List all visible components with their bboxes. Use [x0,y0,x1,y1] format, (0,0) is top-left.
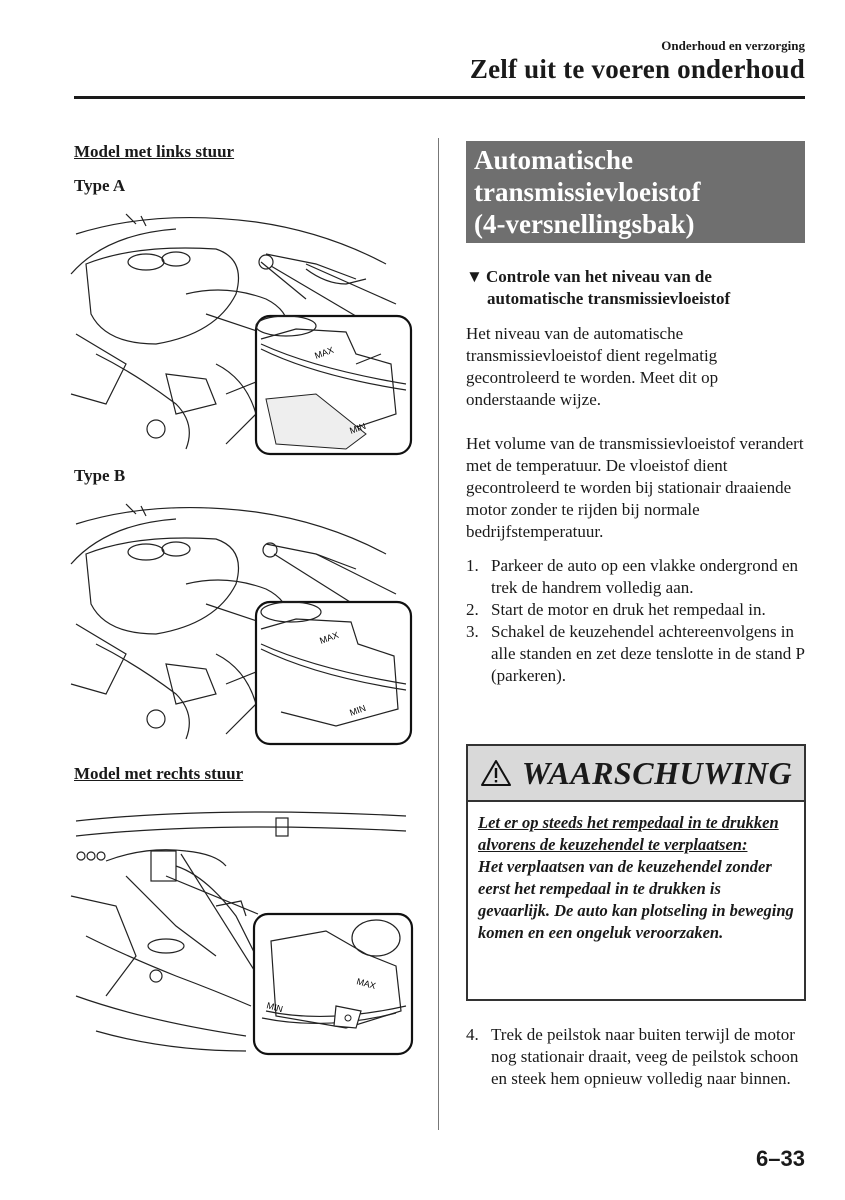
max-mark-rhd: MAX [355,976,377,991]
warning-box [466,744,806,1001]
min-mark-a: MIN [348,420,368,436]
type-a-label: Type A [74,176,126,195]
procedure-steps [466,555,811,687]
warning-text: Het verplaatsen van de keuzehendel zonder eerst het rempedaal in te drukken is gevaarlijk. De auto kan plotseling in beweging komen en een ongeluk veroorzaken. [478,857,794,942]
engine-bay-illustration-b [66,494,416,746]
warning-body [468,802,804,944]
running-header-section: Onderhoud en verzorging [661,38,805,53]
rhd-model-label: Model met rechts stuur [74,764,244,783]
header-rule [74,96,805,99]
figure-type-b [66,494,416,746]
section-title-banner [466,141,805,243]
procedure-step: 4. Trek de peilstok naar buiten terwijl de motor nog stationair draait, veeg de peilstok schoon en steek hem opnieuw volledig naar binnen. [466,1025,799,1088]
procedure-step: 1. Parkeer de auto op een vlakke ondergrond en trek de handrem volledig aan. [466,556,798,597]
paragraph-level-check: Het niveau van de automatische transmissievloeistof dient regelmatig gecontroleerd te worden. Meet dit op onderstaande wijze. [466,324,719,409]
type-b-label: Type B [74,466,126,485]
max-mark-a: MAX [313,344,336,361]
section-title-line-2: transmissievloeistof [474,177,701,207]
procedure-step: 3. Schakel de keuzehendel achtereenvolgens in alle standen en zet deze tenslotte in de stand P (parkeren). [466,622,805,685]
procedure-steps-continued [466,1024,811,1090]
running-header-title: Zelf uit te voeren onderhoud [469,54,805,84]
section-title-line-3: (4-versnellingsbak) [474,209,695,239]
min-mark-rhd: MIN [265,1000,285,1015]
procedure-step: 2. Start de motor en druk het rempedaal in. [466,600,766,619]
warning-triangle-icon [480,759,512,787]
max-mark-b: MAX [318,629,341,646]
sub-heading-line-2: automatische transmissievloeistof [487,289,731,308]
sub-heading-line-1: Controle van het niveau van de [486,267,712,286]
section-title-line-1: Automatische [474,145,633,175]
engine-bay-illustration-a [66,204,416,456]
sub-heading [466,266,811,310]
figure-type-a [66,204,416,456]
lhd-model-label: Model met links stuur [74,142,235,161]
min-mark-b: MIN [348,702,368,718]
triangle-down-icon: ▼ [466,267,483,286]
engine-bay-illustration-rhd [66,806,416,1058]
column-divider [438,138,439,1130]
warning-title: WAARSCHUWING [521,754,793,791]
warning-header [468,746,804,802]
paragraph-volume-temperature: Het volume van de transmissievloeistof verandert met de temperatuur. De vloeistof dient gecontroleerd te worden bij stationair draaiende motor zonder te rijden bij normale bedrijfstemperatuur. [466,434,804,541]
page-number: 6–33 [756,1146,805,1171]
figure-rhd [66,806,416,1058]
warning-lead: Let er op steeds het rempedaal in te drukken alvorens de keuzehendel te verplaatsen: [478,813,779,854]
